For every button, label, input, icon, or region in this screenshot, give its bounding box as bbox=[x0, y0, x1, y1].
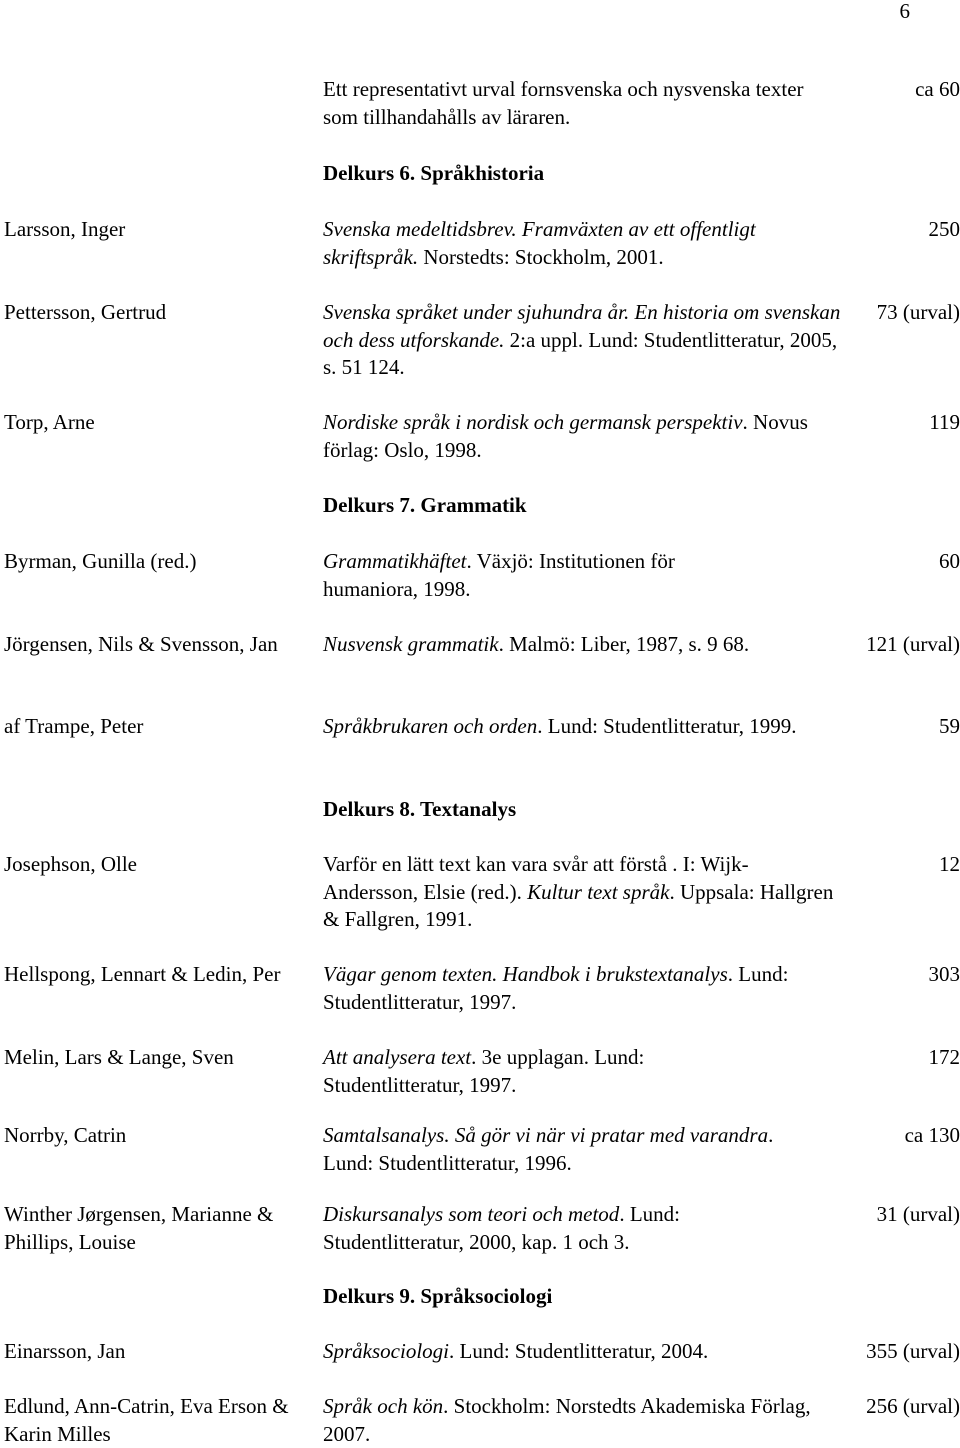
intro-text: Ett representativt urval fornsvenska och nysvenska texter som tillhandahålls av läraren. bbox=[323, 77, 804, 129]
reference-author: af Trampe, Peter bbox=[4, 714, 144, 738]
reference-pages: 73 (urval) bbox=[876, 300, 960, 324]
title-segment: . Växjö: Institutionen för humaniora, 1998. bbox=[323, 549, 675, 601]
reference-pages: 59 bbox=[939, 714, 960, 738]
title-segment: Diskursanalys som teori och metod bbox=[323, 1202, 620, 1226]
reference-title bbox=[323, 1393, 823, 1448]
section-heading-delkurs-8: Delkurs 8. Textanalys bbox=[323, 797, 517, 821]
reference-title bbox=[323, 1122, 823, 1177]
reference-author: Winther Jørgensen, Marianne & Phillips, Louise bbox=[4, 1202, 274, 1254]
reference-pages: 256 (urval) bbox=[866, 1394, 960, 1418]
title-segment: . Lund: Studentlitteratur, 1999. bbox=[537, 714, 797, 738]
reference-author: Torp, Arne bbox=[4, 410, 95, 434]
reference-title bbox=[323, 1044, 723, 1099]
title-segment: Varför en lätt text kan vara svår att förstå . I: Wijk-Andersson, Elsie (red.). bbox=[323, 852, 749, 904]
reference-pages: 31 (urval) bbox=[876, 1202, 960, 1226]
reference-author: Larsson, Inger bbox=[4, 217, 126, 241]
reference-title bbox=[323, 1201, 783, 1256]
reference-author: Melin, Lars & Lange, Sven bbox=[4, 1045, 234, 1069]
title-segment: Samtalsanalys. Så gör vi när vi pratar med varandra bbox=[323, 1123, 769, 1147]
title-segment: Nordiske språk i nordisk och germansk perspektiv bbox=[323, 410, 743, 434]
reference-pages: 12 bbox=[939, 852, 960, 876]
title-segment: . Lund: Studentlitteratur, 2000, kap. 1 och 3. bbox=[323, 1202, 680, 1254]
title-segment: . 3e upplagan. Lund: Studentlitteratur, 1997. bbox=[323, 1045, 645, 1097]
title-segment: . Uppsala: Hallgren & Fallgren, 1991. bbox=[323, 879, 834, 931]
title-segment: . Malmö: Liber, 1987, s. 9 68. bbox=[498, 632, 750, 656]
title-segment: Svenska språket under sjuhundra år. En historia om svenskan och dess utforskande. bbox=[323, 300, 841, 352]
reference-author: Jörgensen, Nils & Svensson, Jan bbox=[4, 632, 278, 656]
reference-pages: 303 bbox=[928, 962, 960, 986]
title-segment: Grammatikhäftet bbox=[323, 549, 467, 573]
title-segment: Svenska medeltidsbrev. Framväxten av ett offentligt skriftspråk. bbox=[323, 217, 756, 269]
reference-author: Edlund, Ann-Catrin, Eva Erson & Karin Milles bbox=[4, 1394, 289, 1446]
reference-pages: 250 bbox=[928, 217, 960, 241]
title-segment: Språk och kön bbox=[323, 1394, 444, 1418]
reference-author: Norrby, Catrin bbox=[4, 1123, 127, 1147]
reference-pages: 172 bbox=[928, 1045, 960, 1069]
title-segment: Norstedts: Stockholm, 2001. bbox=[418, 244, 664, 269]
title-segment: . Lund: Studentlitteratur, 1997. bbox=[323, 962, 789, 1014]
reference-pages: 60 bbox=[939, 549, 960, 573]
intro-pages: ca 60 bbox=[915, 77, 960, 101]
reference-author: Hellspong, Lennart & Ledin, Per bbox=[4, 962, 281, 986]
title-segment: . Stockholm: Norstedts Akademiska Förlag, 2007. bbox=[323, 1394, 811, 1446]
title-segment: Kultur text språk bbox=[527, 879, 670, 904]
title-segment: . Novus förlag: Oslo, 1998. bbox=[323, 410, 808, 462]
title-segment: Språkbrukaren och orden bbox=[323, 714, 538, 738]
section-heading-delkurs-9: Delkurs 9. Språksociologi bbox=[323, 1284, 553, 1308]
title-segment: Nusvensk grammatik bbox=[323, 632, 499, 656]
reference-author: Byrman, Gunilla (red.) bbox=[4, 549, 197, 573]
reference-author: Einarsson, Jan bbox=[4, 1339, 126, 1363]
reference-author: Pettersson, Gertrud bbox=[4, 300, 167, 324]
reference-pages: 121 (urval) bbox=[866, 632, 960, 656]
title-segment: Att analysera text bbox=[323, 1045, 472, 1069]
reference-title bbox=[323, 713, 823, 741]
reference-author: Josephson, Olle bbox=[4, 852, 137, 876]
section-heading-delkurs-6: Delkurs 6. Språkhistoria bbox=[323, 161, 545, 185]
reference-title bbox=[323, 548, 743, 603]
section-heading-delkurs-7: Delkurs 7. Grammatik bbox=[323, 493, 527, 517]
page-number: 6 bbox=[899, 0, 910, 23]
title-segment: Språksociologi bbox=[323, 1339, 449, 1363]
title-segment: 2:a uppl. Lund: Studentlitteratur, 2005, s. 51 124. bbox=[323, 327, 838, 379]
title-segment: . Lund: Studentlitteratur, 2004. bbox=[449, 1339, 709, 1363]
title-segment: . Lund: Studentlitteratur, 1996. bbox=[323, 1123, 774, 1175]
reference-pages: 119 bbox=[929, 410, 960, 434]
reference-pages: 355 (urval) bbox=[866, 1339, 960, 1363]
reference-pages: ca 130 bbox=[904, 1123, 960, 1147]
title-segment: Vägar genom texten. Handbok i brukstextanalys bbox=[323, 962, 728, 986]
